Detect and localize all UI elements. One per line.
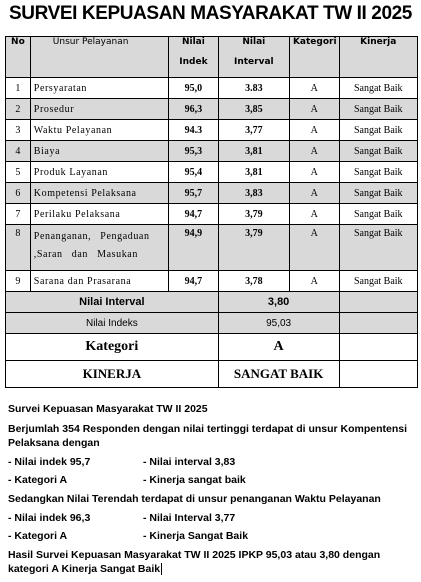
row-nilai-interval: 3,81 [218,141,289,162]
header-nilai-interval [218,37,289,78]
notes-lowest-values-2 [8,530,418,542]
summary-row-nilai-indeks [6,313,418,334]
notes-lowest-indeks: - Nilai indek 96,3 [8,512,91,524]
row-nilai-interval: 3,79 [218,225,289,271]
row-nilai-interval: 3.83 [218,78,289,99]
notes-highest-values-1 [8,456,418,468]
row-kinerja: Sangat Baik [339,141,418,162]
summary-row-kinerja [6,361,418,388]
row-unsur: Sarana dan Prasarana [30,271,168,292]
row-kategori: A [289,141,339,162]
row-nilai-indek: 95,4 [169,162,219,183]
row-unsur: Persyaratan [30,78,168,99]
survey-notes [8,402,418,582]
row-kinerja: Sangat Baik [339,183,418,204]
row-nilai-indek: 94.3 [169,120,219,141]
row-unsur: Prosedur [30,99,168,120]
summary-empty-cell [339,334,418,361]
header-nilai-interval-line2: Interval [234,57,274,67]
row-nilai-indek: 94,7 [169,271,219,292]
row-kategori: A [289,99,339,120]
row-kategori: A [289,183,339,204]
header-nilai-indek-line2: Indek [179,57,208,67]
row-kategori: A [289,120,339,141]
row-unsur-text: Penanganan, Pengaduan ,Saran dan Masukan [33,231,150,260]
row-no: 3 [6,120,31,141]
row-kategori: A [289,204,339,225]
notes-highest-paragraph: Berjumlah 354 Responden dengan nilai tertinggi terdapat di unsur Kompentensi Pelaksana dengan [8,423,408,449]
row-unsur: Biaya [30,141,168,162]
row-no: 4 [6,141,31,162]
row-kinerja: Sangat Baik [339,204,418,225]
row-nilai-interval: 3,79 [218,204,289,225]
summary-nilai-interval-label: Nilai Interval [6,292,219,313]
summary-nilai-interval-value: 3,80 [218,292,339,313]
header-nilai-indek-line1: Nilai [181,37,205,47]
row-kategori: A [289,162,339,183]
row-nilai-interval: 3,81 [218,162,289,183]
row-kategori: A [289,78,339,99]
header-kategori: Kategori [289,37,339,78]
row-kategori: A [289,271,339,292]
row-nilai-indek: 95,0 [169,78,219,99]
row-kinerja: Sangat Baik [339,271,418,292]
row-kinerja: Sangat Baik [339,225,418,271]
header-nilai-indek [169,37,219,78]
row-unsur [30,225,168,271]
table-row [6,162,418,183]
notes-lowest-paragraph: Sedangkan Nilai Terendah terdapat di unsur penanganan Waktu Pelayanan [8,493,381,505]
summary-empty-cell [339,313,418,334]
notes-conclusion-text: Hasil Survei Kepuasan Masyarakat TW II 2025 IPKP 95,03 atau 3,80 dengan kategori A Kinerja Sangat Baik [8,549,381,575]
table-row [6,99,418,120]
header-no: No [6,37,31,78]
header-unsur-pelayanan: Unsur Pelayanan [30,37,168,78]
row-kategori: A [289,225,339,271]
header-kinerja: Kinerja [339,37,418,78]
table-row [6,120,418,141]
notes-highest-kinerja: - Kinerja sangat baik [143,474,246,486]
row-kinerja: Sangat Baik [339,162,418,183]
text-cursor [161,563,162,575]
notes-highest-interval: - Nilai interval 3,83 [143,456,236,468]
page-title: SURVEI KEPUASAN MASYARAKAT TW II 2025 [9,3,412,24]
table-row [6,78,418,99]
row-nilai-indek: 95,7 [169,183,219,204]
row-no: 9 [6,271,31,292]
table-row [6,204,418,225]
table-header-row [6,37,418,78]
summary-kinerja-label: KINERJA [6,361,219,388]
row-kinerja: Sangat Baik [339,78,418,99]
row-nilai-indek: 95,3 [169,141,219,162]
row-nilai-indek: 94,7 [169,204,219,225]
row-nilai-interval: 3,77 [218,120,289,141]
row-no: 2 [6,99,31,120]
summary-kategori-value: A [218,334,339,361]
notes-lowest-values-1 [8,512,418,524]
row-no: 8 [6,225,31,271]
summary-row-nilai-interval [6,292,418,313]
row-nilai-indek: 96,3 [169,99,219,120]
header-nilai-interval-line1: Nilai [242,37,266,47]
notes-highest-values-2 [8,474,418,486]
row-no: 6 [6,183,31,204]
notes-lowest-interval: - Nilai Interval 3,77 [143,512,236,524]
summary-row-kategori [6,334,418,361]
summary-nilai-indeks-value: 95,03 [218,313,339,334]
row-nilai-indek: 94,9 [169,225,219,271]
row-unsur: Kompetensi Pelaksana [30,183,168,204]
row-kinerja: Sangat Baik [339,99,418,120]
summary-kinerja-value: SANGAT BAIK [218,361,339,388]
notes-conclusion[interactable] [8,548,418,576]
row-unsur: Waktu Pelayanan [30,120,168,141]
table-row [6,225,418,271]
summary-empty-cell [339,292,418,313]
row-no: 5 [6,162,31,183]
table-row [6,183,418,204]
notes-highest-indeks: - Nilai indek 95,7 [8,456,91,468]
row-unsur: Perilaku Pelaksana [30,204,168,225]
notes-lowest-kinerja: - Kinerja Sangat Baik [143,530,249,542]
survey-results-table [5,36,418,388]
summary-nilai-indeks-label: Nilai Indeks [6,313,219,334]
notes-lowest-kategori: - Kategori A [8,530,68,542]
notes-heading: Survei Kepuasan Masyarakat TW II 2025 [8,403,208,415]
row-nilai-interval: 3,83 [218,183,289,204]
row-no: 7 [6,204,31,225]
summary-kategori-label: Kategori [6,334,219,361]
row-unsur: Produk Layanan [30,162,168,183]
table-row [6,141,418,162]
summary-empty-cell [339,361,418,388]
row-no: 1 [6,78,31,99]
notes-highest-kategori: - Kategori A [8,474,68,486]
row-nilai-interval: 3,85 [218,99,289,120]
row-nilai-interval: 3,78 [218,271,289,292]
row-kinerja: Sangat Baik [339,120,418,141]
table-row [6,271,418,292]
